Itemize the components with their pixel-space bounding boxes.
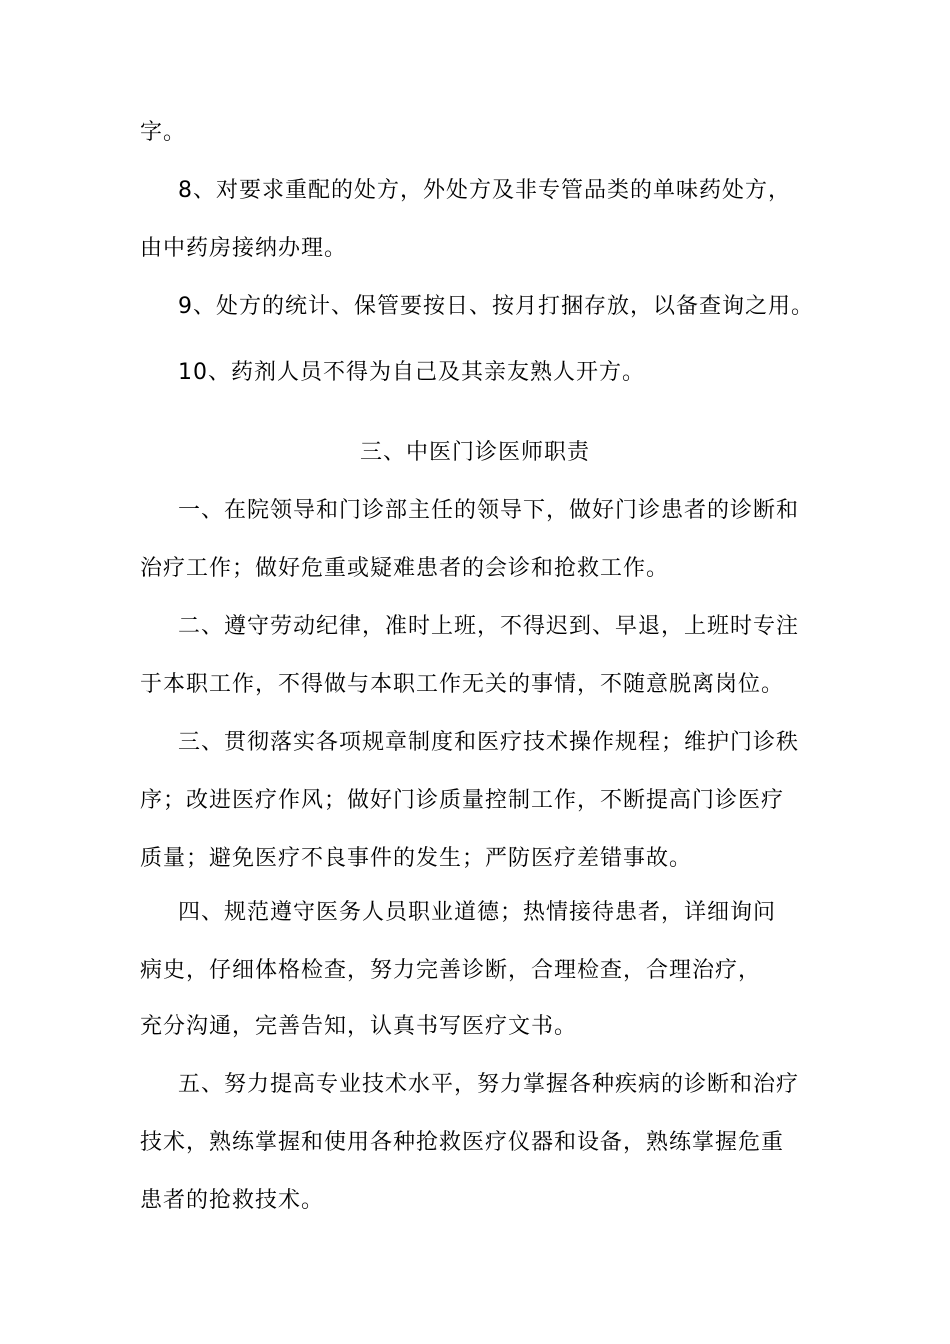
text-line: 治疗工作；做好危重或疑难患者的会诊和抢救工作。 bbox=[140, 556, 670, 581]
text-line: 三、贯彻落实各项规章制度和医疗技术操作规程；维护门诊秩 bbox=[178, 730, 800, 755]
text-line: 于本职工作，不得做与本职工作无关的事情，不随意脱离岗位。 bbox=[140, 672, 785, 697]
text-line: 序；改进医疗作风；做好门诊质量控制工作，不断提高门诊医疗 bbox=[140, 788, 785, 813]
text-line: 9、处方的统计、保管要按日、按月打捆存放，以备查询之用。 bbox=[178, 294, 814, 319]
text-line: 四、规范遵守医务人员职业道德；热情接待患者，详细询问 bbox=[178, 900, 777, 925]
text-line: 技术，熟练掌握和使用各种抢救医疗仪器和设备，熟练掌握危重 bbox=[140, 1130, 785, 1155]
text-line: 病史，仔细体格检查，努力完善诊断，合理检查，合理治疗， bbox=[140, 958, 762, 983]
text-line: 8、对要求重配的处方，外处方及非专管品类的单味药处方， bbox=[178, 178, 791, 203]
text-line: 字。 bbox=[140, 120, 187, 145]
text-line: 10、药剂人员不得为自己及其亲友熟人开方。 bbox=[178, 360, 645, 385]
text-line: 五、努力提高专业技术水平，努力掌握各种疾病的诊断和治疗 bbox=[178, 1072, 800, 1097]
text-line: 患者的抢救技术。 bbox=[140, 1188, 325, 1213]
text-line: 充分沟通，完善告知，认真书写医疗文书。 bbox=[140, 1014, 578, 1039]
text-line: 质量；避免医疗不良事件的发生；严防医疗差错事故。 bbox=[140, 846, 693, 871]
section-heading: 三、中医门诊医师职责 bbox=[359, 440, 590, 465]
text-line: 一、在院领导和门诊部主任的领导下，做好门诊患者的诊断和 bbox=[178, 498, 800, 523]
text-line: 由中药房接纳办理。 bbox=[140, 236, 348, 261]
text-line: 二、遵守劳动纪律，准时上班，不得迟到、早退，上班时专注 bbox=[178, 614, 800, 639]
